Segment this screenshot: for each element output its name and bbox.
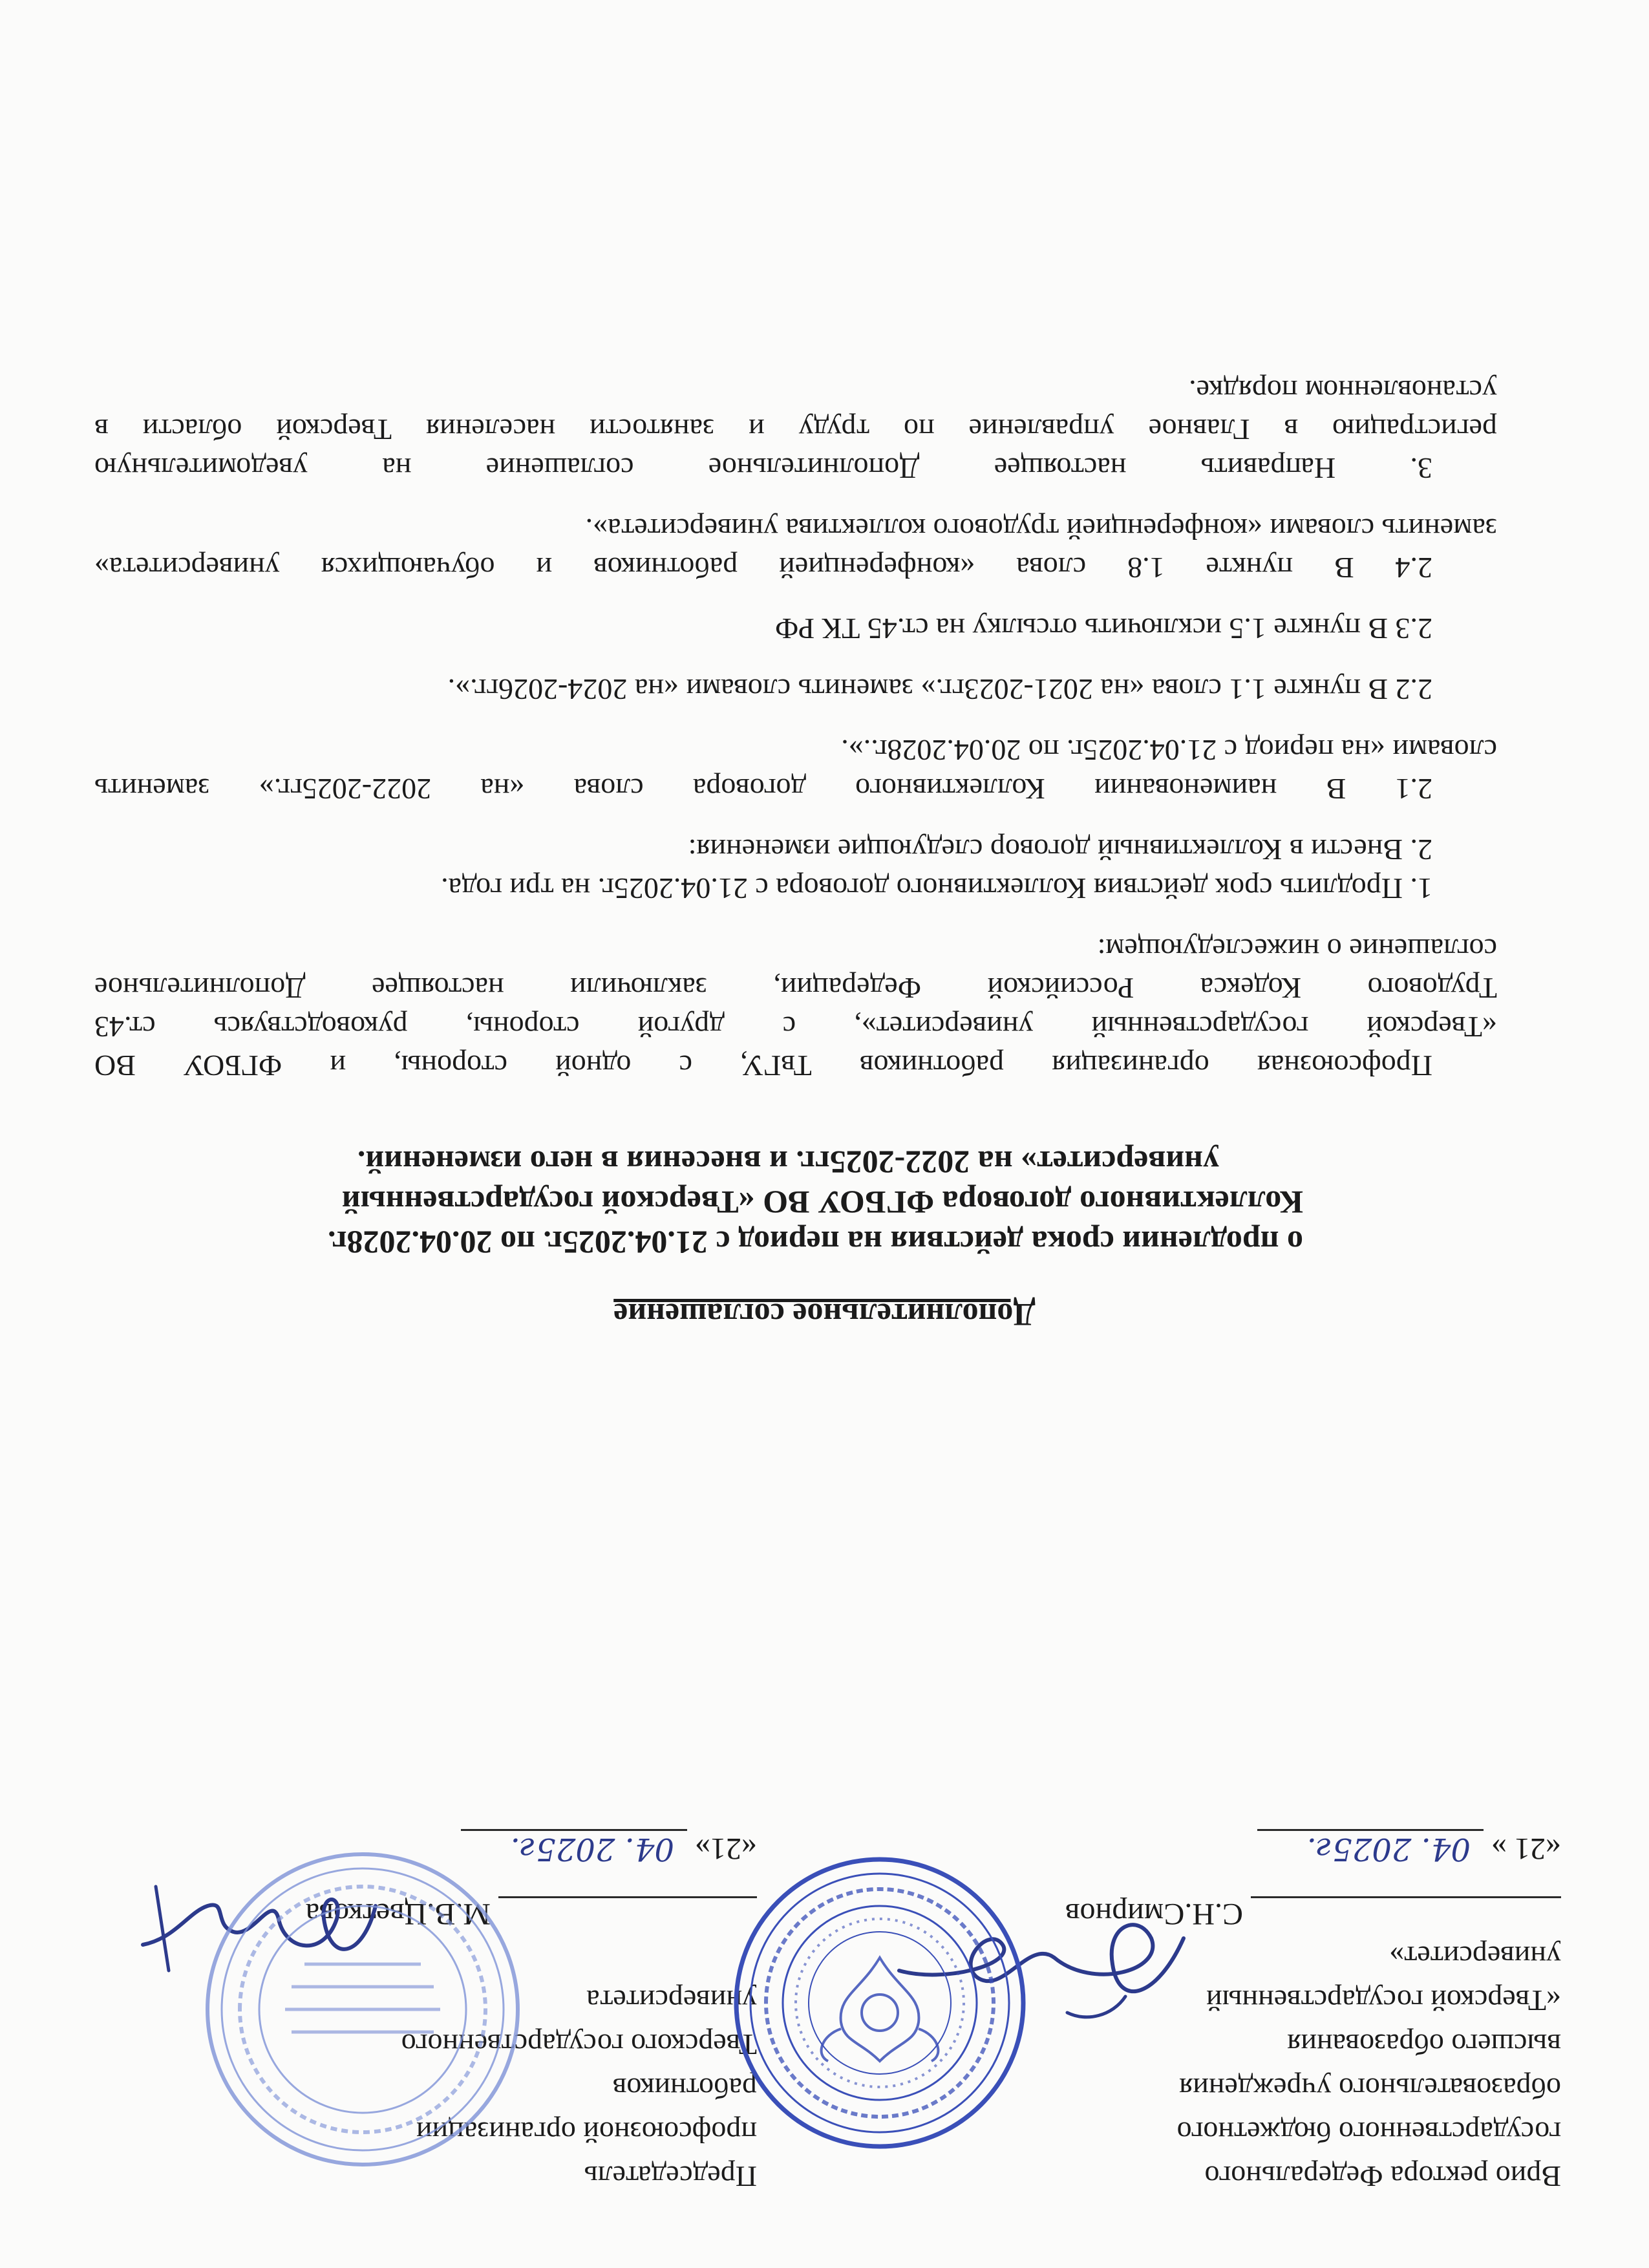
item-2-1-line: 2.1 В наименовании Коллективного договора слова «на 2022-2025гг.» заменить (94, 773, 1432, 806)
intro-line: Трудового Кодекса Российской Федерации, заключили настоящее Дополнительное (94, 972, 1497, 1005)
chair-title-line: Председатель (584, 2160, 757, 2193)
item-2-2: 2.2 В пункте 1.1 слова «на 2021-2023гг.» заменить словами «на 2024-2026гг.». (447, 673, 1432, 706)
intro-line: соглашение о нижеследующем: (1097, 933, 1497, 966)
handwritten-date: 04. 2025г. (1257, 1829, 1484, 1867)
chair-title-line: профсоюзной организации (416, 2116, 757, 2149)
rector-title-line: «Тверской государственный (1206, 1984, 1561, 2017)
item-2-3: 2.3 В пункте 1.5 исключить отсылку на ст.45 ТК РФ (774, 612, 1432, 645)
rector-signature-block (1177, 1934, 1561, 2198)
union-seal-stamp (201, 1848, 524, 2171)
item-3-line: установленном порядке. (1189, 374, 1497, 407)
document-body (94, 371, 1497, 1085)
item-2-1-line: словами «на период с 21.04.2025г. по 20.04.2028г..». (841, 734, 1497, 767)
item-2-1 (94, 731, 1497, 808)
item-2-4-line: 2.4 В пункте 1.8 слова «конференцией работников и обучающихся университета» (94, 551, 1432, 584)
subtitle-line: университет» на 2022-2025гг. и внесения в него изменений. (357, 1144, 1219, 1181)
item-2-4-line: заменить словами «конференцией трудового коллектива университета». (585, 513, 1497, 546)
item-1: 1. Продлить срок действия Коллективного договора с 21.04.2025г. на три года. (441, 872, 1432, 905)
document-subtitle (308, 1142, 1303, 1263)
subtitle-line: Коллективного договора ФГБОУ ВО «Тверской государственный (341, 1184, 1303, 1221)
chair-title-line: работников (612, 2072, 757, 2105)
rector-title-line: государственного бюджетного (1176, 2116, 1561, 2149)
intro-paragraph (94, 930, 1497, 1085)
rector-title-line: образовательного учреждения (1179, 2072, 1561, 2105)
date-day: «21 » (1491, 1832, 1561, 1866)
signature-underline (498, 1896, 757, 1924)
rector-title-line: университет» (1389, 1940, 1561, 1973)
handwritten-date: 04. 2025г. (461, 1829, 687, 1867)
item-2: 2. Внести в Коллективный договор следующие изменения: (688, 833, 1432, 866)
item-3 (94, 371, 1497, 487)
signature-underline (1251, 1896, 1561, 1924)
item-2-4 (94, 509, 1497, 587)
rector-name: С.Н.Смирнов (1065, 1897, 1243, 1931)
item-3-line: 3. Направить настоящее Дополнительное соглашение на уведомительную (94, 452, 1432, 485)
document-title: Дополнительное соглашение (613, 1297, 1036, 1333)
subtitle-line: о продлении срока действия на период с 21.04.2025г. по 20.04.2028г. (327, 1225, 1303, 1261)
rector-title-line: Врио ректора Федерального (1204, 2160, 1561, 2193)
chair-title-line: Тверского государственного (401, 2028, 757, 2061)
university-seal-stamp (731, 1854, 1028, 2152)
rector-title-line: высшего образования (1287, 2028, 1561, 2061)
chair-title-line: университета (586, 1984, 757, 2017)
date-day: «21» (695, 1832, 757, 1866)
rector-date (1257, 1829, 1561, 1867)
chair-name: М.В.Цветкова (305, 1897, 491, 1931)
item-3-line: регистрацию в Главное управление по труду и занятости населения Тверской области в (94, 413, 1497, 446)
intro-line: «Тверской государственный университет», с другой стороны, руководствуясь ст.43 (94, 1011, 1497, 1043)
intro-line: Профсоюзная организация работников ТвГУ, с одной стороны, и ФГБОУ ВО (94, 1049, 1432, 1082)
